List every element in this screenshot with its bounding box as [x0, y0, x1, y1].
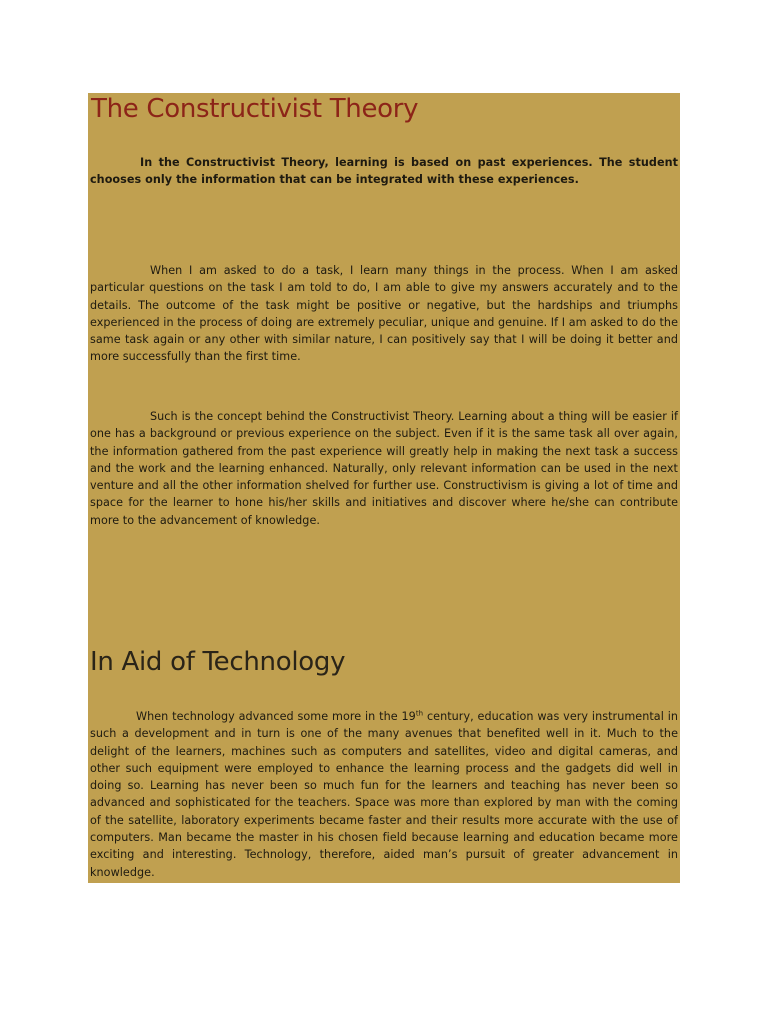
section-heading-technology: In Aid of Technology — [90, 647, 346, 677]
content-panel — [88, 93, 680, 883]
intro-paragraph: In the Constructivist Theory, learning is based on past experiences. The student chooses only the information that can be integrated with these experiences. — [90, 156, 678, 187]
body-paragraph-technology — [90, 708, 678, 881]
ordinal-superscript: th — [415, 709, 424, 718]
technology-text-rest: century, education was very instrumental in such a development and in turn is one of the many avenues that benefited well in it. Much to the delight of the learners, machines such as computers and satellites, video and digital cameras, and other such equipment were employed to enhance the learning process and the gadgets did well in doing so. Learning has never been so much fun for the learners and teaching has never been so advanced and sophisticated for the teachers. Space was more than explored by man with the coming of the satellite, laboratory experiments became faster and their results more accurate with the use of computers. Man became the master in his chosen field because learning and education became more exciting and interesting. Technology, therefore, aided man’s pursuit of greater advancement in knowledge. — [90, 710, 678, 879]
section-heading-constructivist: The Constructivist Theory — [91, 94, 419, 124]
technology-text-start: When technology advanced some more in the 19 — [136, 710, 416, 723]
body-paragraph-task: When I am asked to do a task, I learn many things in the process. When I am asked particular questions on the task I am told to do, I am able to give my answers accurately and to the details. The outcome of the task might be positive or negative, but the hardships and triumphs experienced in the process of doing are extremely peculiar, unique and genuine. If I am asked to do the same task again or any other with similar nature, I can positively say that I will be doing it better and more successfully than the first time. — [90, 264, 678, 364]
body-paragraph-concept: Such is the concept behind the Constructivist Theory. Learning about a thing will be easier if one has a background or previous experience on the subject. Even if it is the same task all over again, the information gathered from the past experience will greatly help in making the next task a success and the work and the learning enhanced. Naturally, only relevant information can be used in the next venture and all the other information shelved for further use. Constructivism is giving a lot of time and space for the learner to hone his/her skills and initiatives and discover where he/she can contribute more to the advancement of knowledge. — [90, 410, 678, 527]
